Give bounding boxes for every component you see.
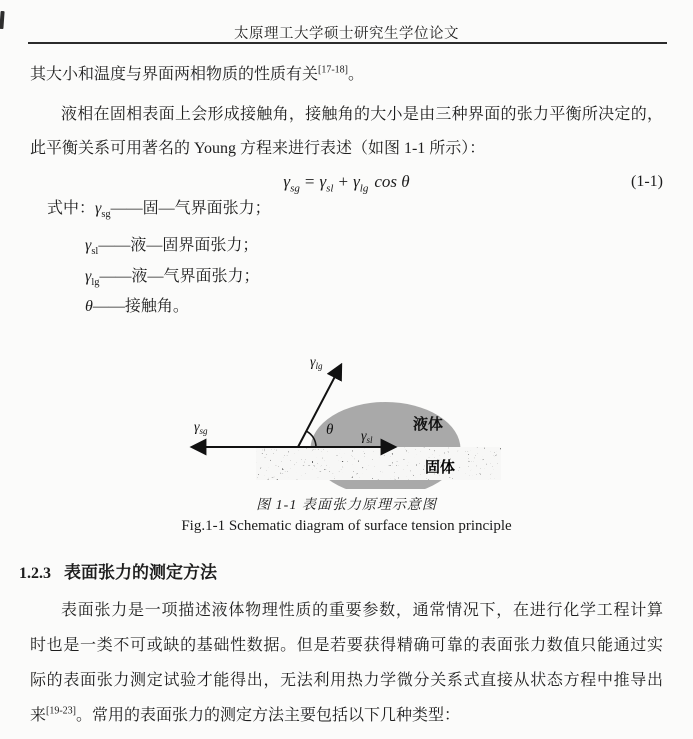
citation-ref: [19-23] bbox=[46, 705, 77, 717]
body-text: 。常用的表面张力的测定方法主要包括以下几种类型： bbox=[76, 707, 461, 724]
definition-line: $\gamma_{sl}——$液—固界面张力； bbox=[85, 237, 259, 258]
solid-label: 固体 bbox=[425, 459, 456, 476]
paragraph-line bbox=[30, 705, 460, 727]
definition-prefix: 式中： bbox=[47, 200, 96, 217]
gamma-sg-label: $\gamma_{sg}$ bbox=[194, 420, 208, 436]
citation-ref: [17-18] bbox=[318, 64, 349, 76]
definition-line: 式中：$\gamma_{sg}——$固—气界面张力； bbox=[47, 200, 271, 221]
symbol: γ bbox=[85, 268, 92, 285]
page-header-title: 太原理工大学硕士研究生学位论文 bbox=[234, 26, 459, 42]
body-text: 来 bbox=[30, 707, 47, 724]
dash: —— bbox=[92, 298, 125, 315]
gamma-lg-label: $\gamma_{lg}$ bbox=[310, 355, 323, 371]
gamma-sl-label: $\gamma_{sl}$ bbox=[361, 429, 373, 445]
symbol: γ bbox=[85, 237, 92, 254]
paragraph-line bbox=[30, 64, 364, 86]
theta-label: θ bbox=[326, 422, 334, 438]
gamma-sg-term: $\gamma_{sg}$ bbox=[283, 172, 300, 195]
paragraph-line: 际的表面张力测定试验才能得出，无法利用热力学微分关系式直接从状态方程中推导出 bbox=[30, 672, 663, 689]
body-text: 其大小和温度与界面两相物质的性质有关 bbox=[30, 66, 319, 83]
dash: —— bbox=[110, 200, 143, 217]
definition-text: 接触角。 bbox=[124, 298, 189, 315]
definition-line bbox=[85, 297, 189, 323]
section-title: 表面张力的测定方法 bbox=[64, 563, 217, 582]
figure-caption-zh: 图 1-1 表面张力原理示意图 bbox=[256, 498, 437, 513]
plus-sign: + bbox=[338, 172, 349, 191]
symbol: θ bbox=[85, 298, 93, 315]
definition-line: $\gamma_{lg}——$液—气界面张力； bbox=[85, 268, 260, 289]
dash: —— bbox=[98, 237, 131, 254]
young-equation bbox=[30, 172, 663, 194]
definition-text: 液—气界面张力； bbox=[131, 268, 260, 285]
dash: —— bbox=[99, 268, 132, 285]
definition-text: 固—气界面张力； bbox=[142, 200, 271, 217]
equals-sign: = bbox=[304, 172, 315, 191]
paragraph-line: 表面张力是一项描述液体物理性质的重要参数，通常情况下，在进行化学工程计算 bbox=[61, 602, 663, 619]
cos-theta-term: cos θ bbox=[374, 172, 410, 191]
symbol: γ bbox=[95, 200, 102, 217]
equation-row bbox=[30, 172, 663, 196]
liquid-label: 液体 bbox=[413, 416, 444, 433]
body-text: 。 bbox=[348, 66, 365, 83]
figure-caption-en: Fig.1-1 Schematic diagram of surface tension principle bbox=[181, 518, 512, 534]
solid-substrate bbox=[256, 447, 501, 480]
section-number: 1.2.3 bbox=[19, 565, 51, 582]
paragraph-line: 液相在固相表面上会形成接触角，接触角的大小是由三种界面的张力平衡所决定的， bbox=[61, 106, 663, 123]
paragraph-line: 时也是一类不可或缺的基础性数据。但是若要获得精确可靠的表面张力数值只能通过实 bbox=[30, 637, 663, 654]
header-rule bbox=[28, 42, 667, 44]
equation-number: (1-1) bbox=[631, 173, 663, 190]
gamma-sl-term: $\gamma_{sl}$ bbox=[319, 172, 334, 195]
gamma-lg-term: $\gamma_{lg}$ bbox=[353, 172, 369, 195]
definition-text: 液—固界面张力； bbox=[130, 237, 259, 254]
section-heading bbox=[19, 558, 217, 583]
surface-tension-diagram bbox=[148, 343, 520, 489]
paragraph-line: 此平衡关系可用著名的 Young 方程来进行表述（如图 1-1 所示）： bbox=[30, 140, 486, 157]
